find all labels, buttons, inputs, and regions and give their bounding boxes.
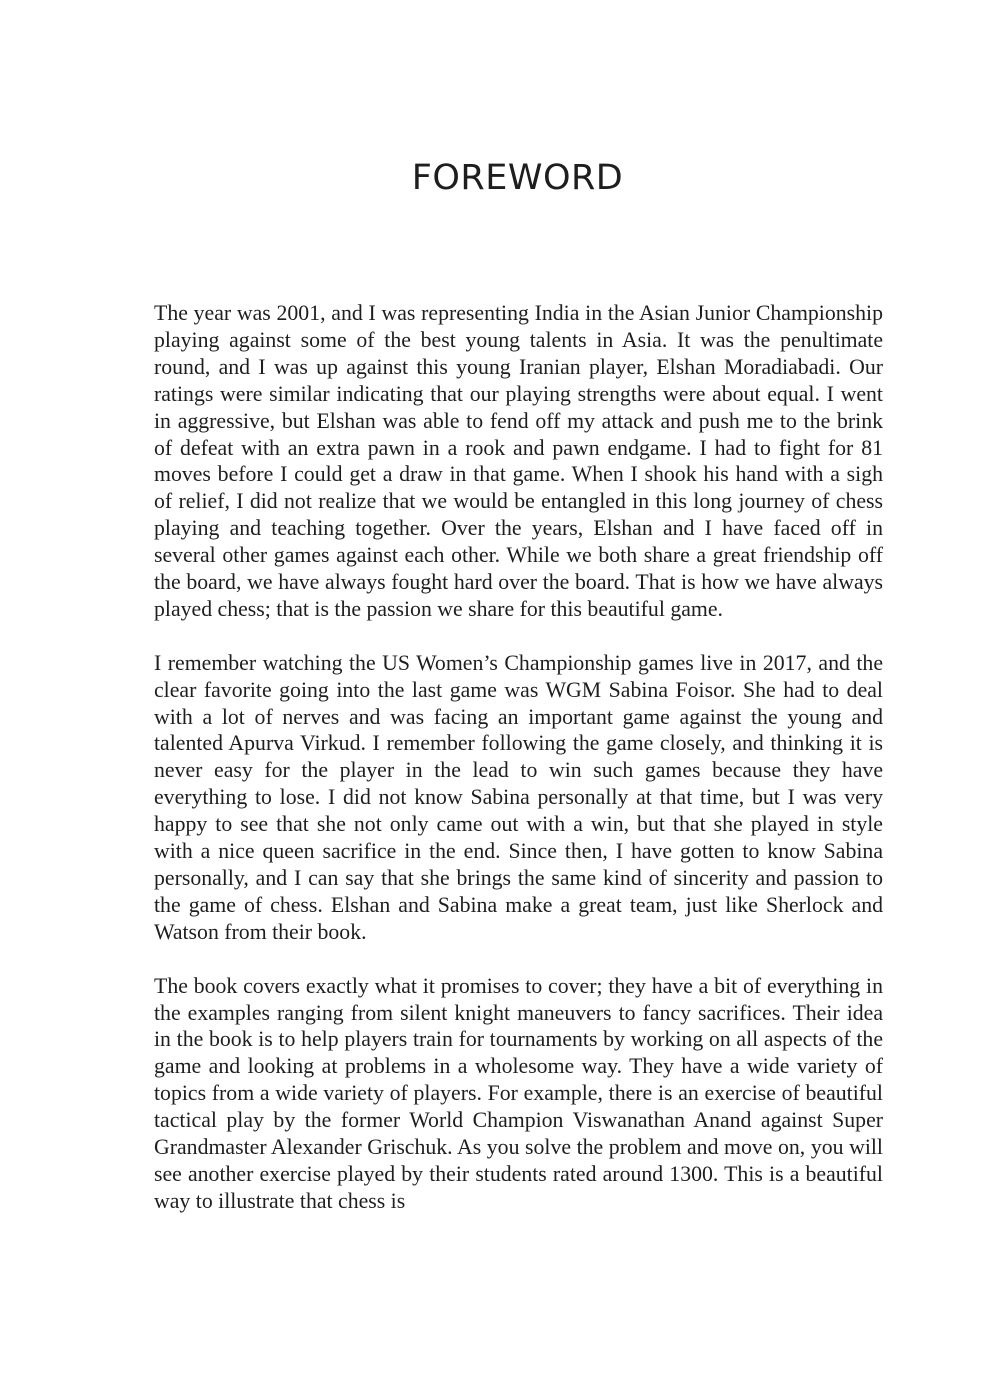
paragraph-1: The year was 2001, and I was representing India in the Asian Junior Championship playing against some of the best young talents in Asia. It was the penultimate round, and I was up against this young Iranian player, Elshan Moradiabadi. Our ratings were similar indicating that our playing strengths were about equal. I went in aggressive, but Elshan was able to fend off my attack and push me to the brink of defeat with an extra pawn in a rook and pawn endgame. I had to fight for 81 moves before I could get a draw in that game. When I shook his hand with a sigh of relief, I did not realize that we would be entangled in this long journey of chess playing and teaching together. Over the years, Elshan and I have faced off in several other games against each other. While we both share a great friendship off the board, we have always fought hard over the board. That is how we have always played chess; that is the passion we share for this beautiful game. xyxy=(154,301,883,621)
paragraph-2: I remember watching the US Women’s Championship games live in 2017, and the clear favorite going into the last game was WGM Sabina Foisor. She had to deal with a lot of nerves and was facing an important game against the young and talented Apurva Virkud. I remember following the game closely, and thinking it is never easy for the player in the lead to win such games because they have everything to lose. I did not know Sabina personally at that time, but I was very happy to see that she not only came out with a win, but that she played in style with a nice queen sacrifice in the end. Since then, I have gotten to know Sabina personally, and I can say that she brings the same kind of sincerity and passion to the game of chess. Elshan and Sabina make a great team, just like Sherlock and Watson from their book. xyxy=(154,650,883,944)
chapter-title: FOREWORD xyxy=(411,158,624,198)
foreword-body xyxy=(154,300,883,1215)
paragraph-3: The book covers exactly what it promises to cover; they have a bit of everything in the examples ranging from silent knight maneuvers to fancy sacrifices. Their idea in the book is to help players train for tournaments by working on all aspects of the game and looking at problems in a wholesome way. They have a wide variety of topics from a wide variety of players. For example, there is an exercise of beautiful tactical play by the former World Champion Viswanathan Anand against Super Grandmaster Alexander Grischuk. As you solve the problem and move on, you will see another exercise played by their students rated around 1300. This is a beautiful way to illustrate that chess is xyxy=(154,973,883,1213)
